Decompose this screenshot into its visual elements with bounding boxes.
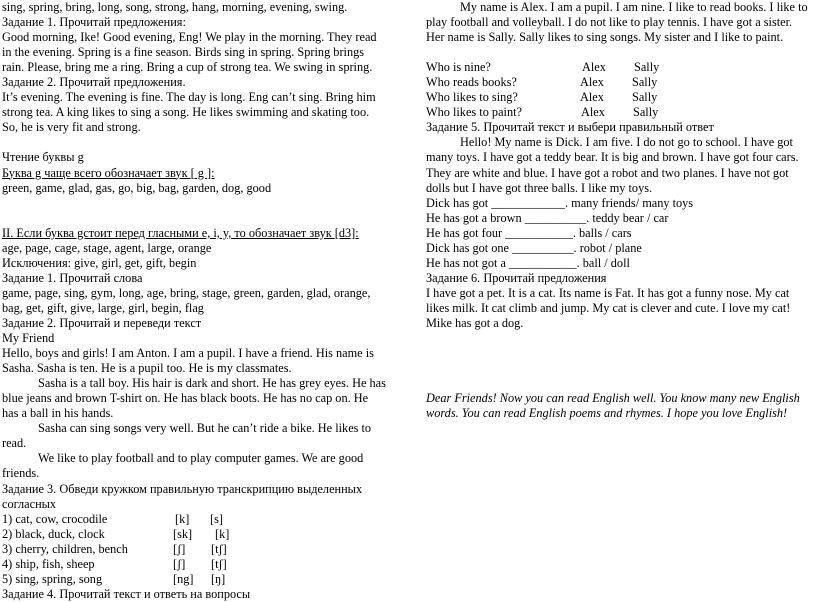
question-text: Who is nine? [426,60,491,75]
task-heading: Задание 1. Прочитай слова [2,270,143,285]
transcription-option-a: [k] [175,511,190,526]
transcription-option-b: [tʃ] [211,556,227,571]
rule-line: Буква g чаще всего обозначает звук [ g ]: [2,165,215,180]
fill-in-line: Dick has got ____________. many friends/ many toys [426,195,694,210]
text-line: I have got a pet. It is a cat. Its name is Fat. It has got a funny nose. My cat [426,285,790,300]
text-line: bag, get, gift, give, large, girl, begin, flag [2,300,204,315]
text-line: Исключения: give, girl, get, gift, begin [2,255,197,270]
text-line: It’s evening. The evening is fine. The day is long. Eng can’t sing. Bring him [2,90,376,105]
question-row [426,90,812,105]
task-heading: Задание 3. Обведи кружком правильную транскрипцию выделенных [2,481,363,496]
text-line: blue jeans and brown T-shirt on. He has black boots. He has no cap on. He [2,391,369,406]
fill-in-line: He has got four ___________. balls / cars [426,225,632,240]
text-line: age, page, cage, stage, agent, large, orange [2,240,212,255]
question-text: Who likes to sing? [426,90,518,105]
text-line: We like to play football and to play computer games. We are good [38,451,364,466]
transcription-words: 3) cherry, children, bench [2,541,128,556]
answer-option-alex: Alex [581,105,605,120]
fill-in-line: He has not got a ___________. ball / doll [426,255,630,270]
transcription-option-a: [ʃ] [173,541,186,556]
text-line: game, page, sing, gym, long, age, bring, stage, green, garden, glad, orange, [2,285,371,300]
text-line: Hello! My name is Dick. I am five. I do not go to school. I have got [460,135,793,150]
answer-option-alex: Alex [580,75,604,90]
transcription-option-b: [s] [210,511,223,526]
transcription-words: 2) black, duck, clock [2,526,105,541]
answer-option-alex: Alex [582,60,606,75]
transcription-row [2,542,394,557]
right-column [426,0,812,421]
transcription-words: 4) ship, fish, sheep [2,556,95,571]
transcription-option-a: [sk] [173,526,193,541]
text-line: So, he is very fit and strong. [2,120,141,135]
task-heading: Задание 4. Прочитай текст и ответь на вопросы [2,586,251,601]
text-line: Good morning, Ike! Good evening, Eng! We play in the morning. They read [2,30,377,45]
text-line: Sasha can sing songs very well. But he can’t ride a bike. He likes to [38,421,372,436]
text-line: green, game, glad, gas, go, big, bag, garden, dog, good [2,180,272,195]
fill-in-line: He has got a brown __________. teddy bear / car [426,210,669,225]
text-line: in the evening. Spring is a fine season. Birds sing in spring. Spring brings [2,45,365,60]
text-line: rain. Please, bring me a ring. Bring a cup of strong tea. We swing in spring. [2,60,373,75]
question-row [426,75,812,90]
task-heading: согласных [2,496,57,511]
task-heading: Задание 2. Прочитай и переведи текст [2,315,202,330]
transcription-row [2,572,394,587]
task-heading: Задание 6. Прочитай предложения [426,270,607,285]
text-line: dolls but I have got three balls. I like my toys. [426,180,653,195]
transcription-option-b: [ŋ] [211,571,226,586]
transcription-option-a: [ʃ] [173,556,186,571]
text-line: likes milk. It cat climb and jump. My cat is clever and cute. I love my cat! [426,300,791,315]
closing-line: words. You can read English poems and rhymes. I hope you love English! [426,406,788,421]
transcription-words: 1) cat, cow, crocodile [2,511,108,526]
text-line: many toys. I have got a teddy bear. It is big and brown. I have got four cars. [426,150,799,165]
answer-option-sally: Sally [634,60,660,75]
text-line: Sasha is a tall boy. His hair is dark and short. He has grey eyes. He has [38,376,386,391]
transcription-option-b: [tʃ] [211,541,227,556]
text-line: They are white and blue. I have got a robot and two planes. I have not got [426,165,789,180]
question-text: Who reads books? [426,75,517,90]
answer-option-alex: Alex [580,90,604,105]
transcription-row [2,527,394,542]
task-heading: Задание 5. Прочитай текст и выбери правильный ответ [426,120,714,135]
answer-option-sally: Sally [632,75,658,90]
fill-in-line: Dick has got one __________. robot / plane [426,240,642,255]
transcription-row [2,512,394,527]
transcription-option-a: [ng] [173,571,194,586]
transcription-option-b: [k] [215,526,230,541]
question-row [426,60,812,75]
text-line: play football and volleyball. I do not like to play tennis. I have got a sister. [426,15,793,30]
story-title: My Friend [2,331,55,346]
text-line: friends. [2,466,40,481]
text-line: My name is Alex. I am a pupil. I am nine. I like to read books. I like to [460,0,808,14]
closing-line: Dear Friends! Now you can read English well. You know many new English [426,391,800,406]
text-line: Sasha. Sasha is ten. He is a pupil too. He is my classmates. [2,361,292,376]
question-row [426,105,812,120]
text-line: Her name is Sally. Sally likes to sing songs. My sister and I like to paint. [426,30,784,45]
question-text: Who likes to paint? [426,105,522,120]
answer-option-sally: Sally [632,90,658,105]
text-line: sing, spring, bring, long, song, strong, hang, morning, evening, swing. [2,0,348,14]
task-heading: Задание 1. Прочитай предложения: [2,15,186,30]
rule-line: II. Если буква gстоит перед гласными e, i, y, то обозначает звук [d3]: [2,225,359,240]
text-line: strong tea. A king likes to sing a song. He likes swimming and skating too. [2,105,370,120]
task-heading: Задание 2. Прочитай предложения. [2,75,186,90]
section-title: Чтение буквы g [2,150,84,165]
text-line: Hello, boys and girls! I am Anton. I am a pupil. I have a friend. His name is [2,346,374,361]
text-line: Mike has got a dog. [426,315,524,330]
answer-option-sally: Sally [633,105,659,120]
text-line: has a ball in his hands. [2,406,114,421]
left-column [2,0,394,602]
transcription-words: 5) sing, spring, song [2,571,103,586]
text-line: read. [2,436,27,451]
